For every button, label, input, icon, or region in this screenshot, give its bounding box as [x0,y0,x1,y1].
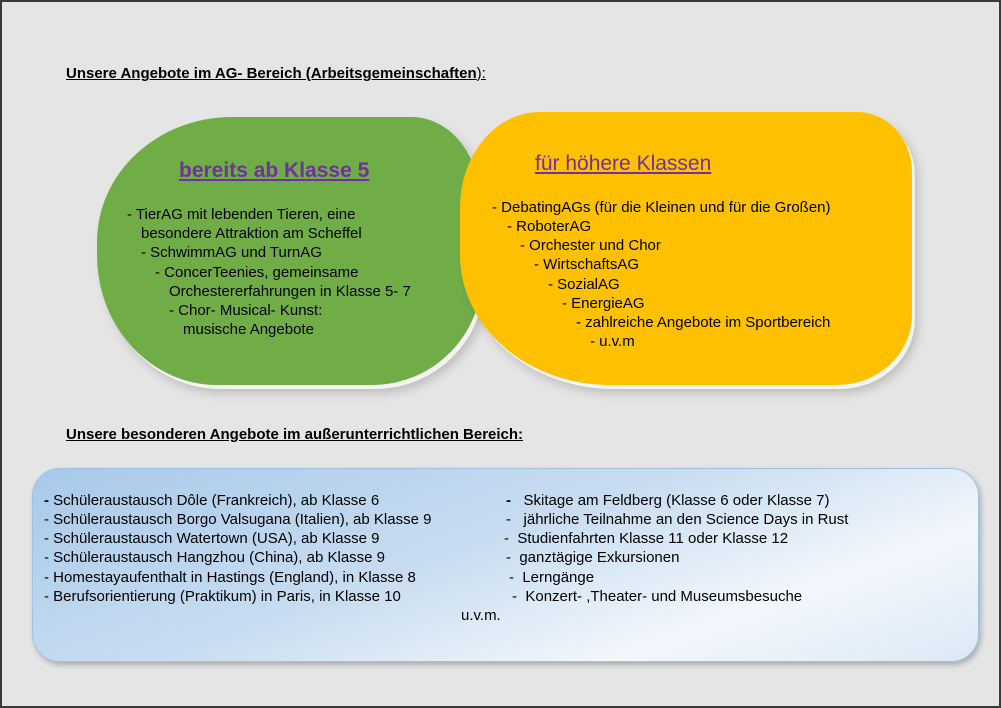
yellow-line-4: - WirtschaftsAG [534,256,640,273]
right-item-6-dash: - [512,588,517,605]
left-item-4: - Schüleraustausch Hangzhou (China), ab Klasse 9 [44,549,386,566]
green-line-2: besondere Attraktion am Scheffel [141,225,362,242]
right-item-3 [504,529,788,548]
green-title: bereits ab Klasse 5 [179,159,370,182]
green-line-7: musische Angebote [183,321,314,338]
extracurricular-heading: Unsere besonderen Angebote im außerunterrichtlichen Bereich: [66,426,524,443]
right-item-4-dash: - [506,549,511,566]
left-item-6: - Berufsorientierung (Praktikum) in Paris, in Klasse 10 [44,588,401,605]
right-item-2-dash: - [506,511,511,528]
left-item-1-text: Schüleraustausch Dôle (Frankreich), ab Klasse 6 [53,492,380,509]
yellow-line-1: - DebatingAGs (für die Kleinen und für die Großen) [492,199,831,216]
right-item-1-text: Skitage am Feldberg (Klasse 6 oder Klasse 7) [523,492,830,509]
yellow-title: für höhere Klassen [535,152,712,175]
right-item-4 [506,548,679,567]
right-item-5-text: Lerngänge [522,569,595,586]
yellow-line-5: - SozialAG [548,276,620,293]
green-line-1: - TierAG mit lebenden Tieren, eine [127,206,356,223]
left-item-5: - Homestayaufenthalt in Hastings (England), in Klasse 8 [44,569,416,586]
right-item-1-dash: - [506,492,511,509]
left-item-3: - Schüleraustausch Watertown (USA), ab Klasse 9 [44,530,380,547]
green-line-3: - SchwimmAG und TurnAG [141,244,322,261]
yellow-line-8: - u.v.m [590,333,635,350]
yellow-line-2: - RoboterAG [507,218,592,235]
yellow-line-6: - EnergieAG [562,295,645,312]
left-item-1 [44,491,379,510]
green-line-6: - Chor- Musical- Kunst: [169,302,323,319]
left-item-2: - Schüleraustausch Borgo Valsugana (Italien), ab Klasse 9 [44,511,432,528]
right-item-4-text: ganztägige Exkursionen [519,549,680,566]
right-item-2 [506,510,848,529]
blue-footer: u.v.m. [461,607,501,624]
green-line-4: - ConcerTeenies, gemeinsame [155,264,359,281]
right-item-3-dash: - [504,530,509,547]
right-item-3-text: Studienfahrten Klasse 11 oder Klasse 12 [517,530,789,547]
right-item-1 [506,491,830,510]
ag-section-heading [66,65,486,82]
yellow-line-7: - zahlreiche Angebote im Sportbereich [576,314,831,331]
yellow-line-3: - Orchester und Chor [520,237,661,254]
ag-heading-main: Unsere Angebote im AG- Bereich (Arbeitsgemeinschaften [66,65,477,82]
right-item-5 [509,568,594,587]
right-item-5-dash: - [509,569,514,586]
left-item-1-dash: - [44,492,49,509]
right-item-6 [512,587,802,606]
right-item-2-text: jährliche Teilnahme an den Science Days in Rust [523,511,849,528]
right-item-6-text: Konzert- ,Theater- und Museumsbesuche [525,588,803,605]
ag-heading-tail: ): [476,65,486,82]
green-line-5: Orchestererfahrungen in Klasse 5- 7 [169,283,411,300]
